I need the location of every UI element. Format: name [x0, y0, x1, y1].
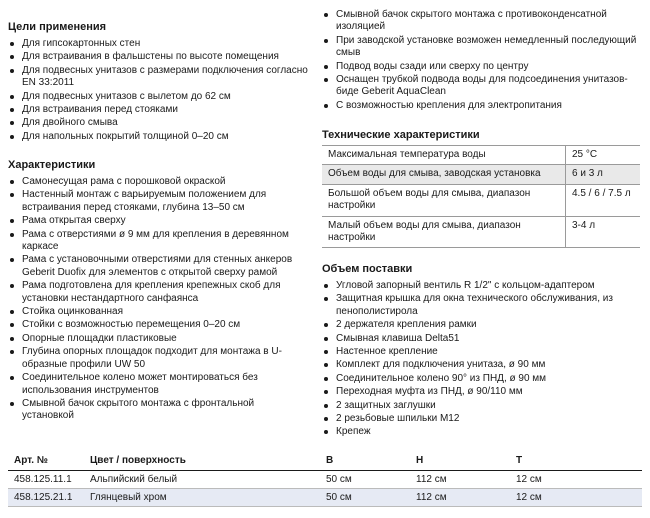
list-item: Для подвесных унитазов с размерами подключения согласно EN 33:2011 [8, 65, 308, 90]
spec-label: Малый объем воды для смыва, диапазон настройки [328, 219, 521, 244]
article-h: 112 см [416, 474, 447, 485]
list-item: С возможностью крепления для электропитания [322, 100, 642, 112]
list-item: Защитная крышка для окна технического обслуживания, из пенополистирола [322, 293, 642, 318]
list-item: Соединительное колено 90° из ПНД, ø 90 мм [322, 373, 642, 385]
list-item: Подвод воды сзади или сверху по центру [322, 61, 642, 73]
list-item: 2 держателя крепления рамки [322, 319, 642, 331]
table-row [322, 146, 640, 165]
list-item: Рама с установочными отверстиями для стенных анкеров Geberit Duofix для элементов с открытой сверху рамой [8, 254, 308, 279]
list-item: Стойки с возможностью перемещения 0–20 см [8, 319, 308, 331]
list-item: Стойка оцинкованная [8, 306, 308, 318]
list-item: Рама открытая сверху [8, 215, 308, 227]
table-row [8, 489, 642, 507]
table-row [322, 165, 640, 184]
delivery-list [322, 280, 642, 440]
applications-heading: Цели применения [8, 21, 107, 33]
list-item: Для подвесных унитазов с вылетом до 62 см [8, 91, 308, 103]
spec-value: 6 и 3 л [566, 165, 641, 184]
list-item: Настенный монтаж с варьируемым положением для встраивания перед стояками, глубина 13–50 см [8, 189, 308, 214]
article-number: 458.125.11.1 [14, 474, 72, 485]
tech-specs-table [322, 145, 640, 248]
article-number: 458.125.21.1 [14, 492, 73, 503]
spec-value: 3-4 л [566, 216, 641, 248]
list-item: Соединительное колено может монтироваться без использования инструментов [8, 372, 308, 397]
applications-list [8, 38, 308, 144]
list-item: Крепеж [322, 426, 642, 438]
list-item: Рама с отверстиями ø 9 мм для крепления в деревянном каркасе [8, 229, 308, 254]
article-t: 12 см [516, 492, 542, 503]
list-item: Переходная муфта из ПНД, ø 90/110 мм [322, 386, 642, 398]
list-item: 2 резьбовые шпильки M12 [322, 413, 642, 425]
col-header-color: Цвет / поверхность [90, 454, 186, 466]
list-item: Смывная клавиша Delta51 [322, 333, 642, 345]
list-item: Для встраивания перед стояками [8, 104, 308, 116]
article-h: 112 см [416, 492, 447, 503]
list-item: Для встраивания в фальшстены по высоте помещения [8, 51, 308, 63]
list-item: Рама подготовлена для крепления крепежных скоб для установки нестандартного санфаянса [8, 280, 308, 305]
list-item: Для двойного смыва [8, 117, 308, 129]
col-header-b: B [326, 454, 334, 466]
col-header-h: H [416, 454, 424, 466]
list-item: Угловой запорный вентиль R 1/2" с кольцом-адаптером [322, 280, 642, 292]
delivery-heading: Объем поставки [322, 263, 413, 275]
table-row [322, 216, 640, 248]
table-row [322, 184, 640, 216]
list-item: Смывной бачок скрытого монтажа с противоконденсатной изоляцией [322, 9, 642, 34]
list-item: Для напольных покрытий толщиной 0–20 см [8, 131, 308, 143]
col-header-t: T [516, 454, 523, 466]
list-item: Самонесущая рама с порошковой окраской [8, 176, 308, 188]
article-b: 50 см [326, 492, 352, 503]
list-item: Настенное крепление [322, 346, 642, 358]
tech-specs-heading: Технические характеристики [322, 129, 480, 141]
list-item: Опорные площадки пластиковые [8, 333, 308, 345]
list-item: Смывной бачок скрытого монтажа с фронтальной установкой [8, 398, 308, 423]
spec-value: 4.5 / 6 / 7.5 л [566, 184, 641, 216]
spec-label: Большой объем воды для смыва, диапазон настройки [328, 187, 531, 212]
spec-value: 25 °C [566, 146, 641, 165]
spec-label: Объем воды для смыва, заводская установка [328, 168, 541, 180]
list-item: Оснащен трубкой подвода воды для подсоединения унитазов-биде Geberit AquaClean [322, 74, 642, 99]
list-item: При заводской установке возможен немедленный последующий смыв [322, 35, 642, 60]
article-color: Альпийский белый [90, 474, 178, 485]
article-b: 50 см [326, 474, 352, 485]
table-header-row [8, 451, 642, 471]
table-row [8, 471, 642, 489]
col-header-article: Арт. № [14, 454, 48, 466]
articles-table [8, 451, 642, 507]
list-item: 2 защитных заглушки [322, 400, 642, 412]
characteristics-list [8, 176, 308, 424]
characteristics-list-continued [322, 9, 642, 113]
list-item: Комплект для подключения унитаза, ø 90 мм [322, 359, 642, 371]
list-item: Глубина опорных площадок подходит для монтажа в U-образные профили UW 50 [8, 346, 308, 371]
article-t: 12 см [516, 474, 542, 485]
list-item: Для гипсокартонных стен [8, 38, 308, 50]
characteristics-heading: Характеристики [8, 159, 96, 171]
article-color: Глянцевый хром [90, 492, 167, 503]
spec-label: Максимальная температура воды [328, 149, 486, 160]
